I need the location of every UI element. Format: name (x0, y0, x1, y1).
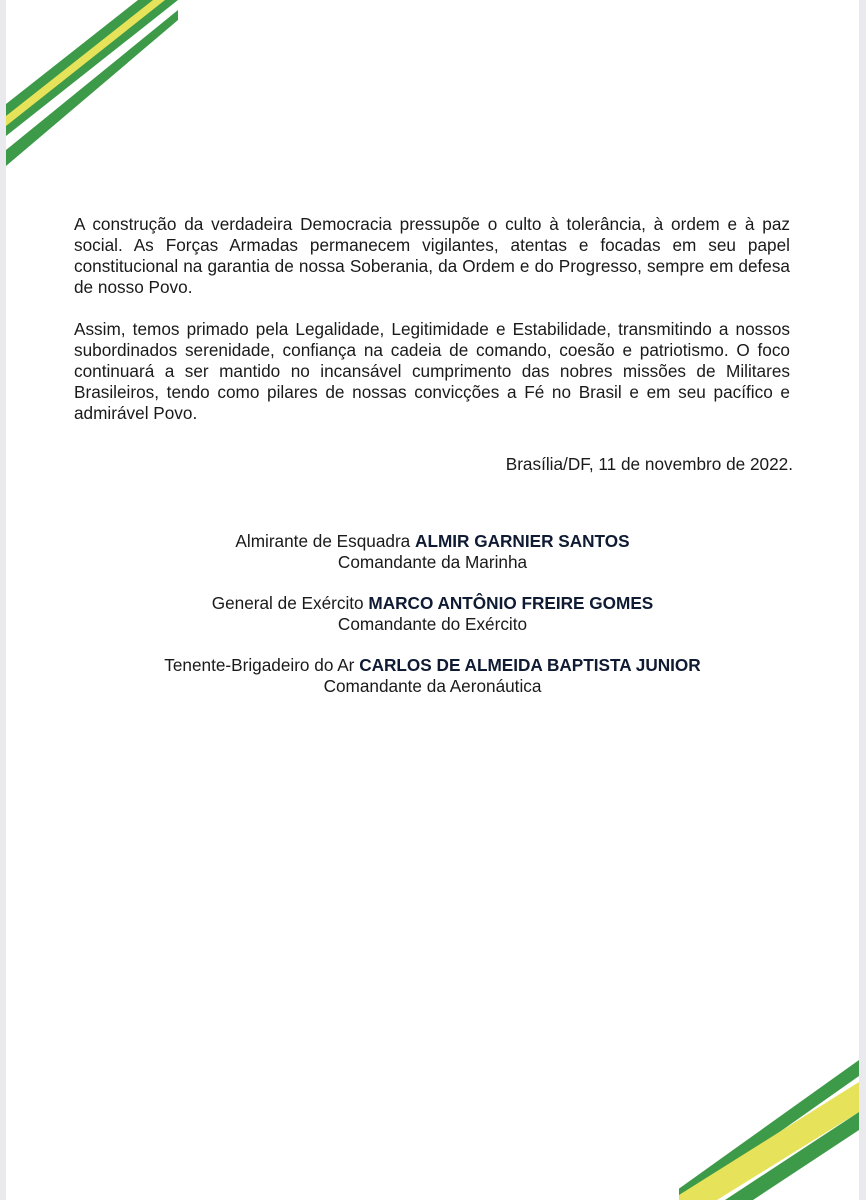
flag-stripe-top-left (6, 0, 186, 180)
letter-body (74, 214, 790, 445)
signatory-title: Comandante da Aeronáutica (323, 676, 542, 696)
signatory-army (6, 593, 859, 635)
signatory-rank-line (6, 531, 859, 552)
signatory-navy (6, 531, 859, 573)
paragraph-2: Assim, temos primado pela Legalidade, Legitimidade e Estabilidade, transmitindo a nossos subordinados serenidade, confiança na cadeia de comando, coesão e patriotismo. O foco continuará a ser mantido no incansável cumprimento das nobres missões de Militares Brasileiros, tendo como pilares de nossas convicções a Fé no Brasil e em seu pacífico e admirável Povo. (74, 319, 790, 423)
signatory-name: ALMIR GARNIER SANTOS (415, 531, 630, 551)
signatory-rank: Almirante de Esquadra (235, 531, 411, 551)
signatory-air-force (6, 655, 859, 697)
signatory-title: Comandante do Exército (337, 614, 528, 634)
signatory-rank: Tenente-Brigadeiro do Ar (164, 655, 355, 675)
date-line: Brasília/DF, 11 de novembro de 2022. (505, 454, 793, 474)
signatory-rank-line (6, 593, 859, 614)
flag-stripe-bottom-right (679, 1020, 859, 1200)
signatory-name: MARCO ANTÔNIO FREIRE GOMES (368, 593, 654, 613)
paragraph-1: A construção da verdadeira Democracia pressupõe o culto à tolerância, à ordem e à paz social. As Forças Armadas permanecem vigilantes, atentas e focadas em seu papel constitucional na garantia de nossa Soberania, da Ordem e do Progresso, sempre em defesa de nosso Povo. (74, 214, 790, 297)
signatory-rank: General de Exército (211, 593, 364, 613)
signatory-name: CARLOS DE ALMEIDA BAPTISTA JUNIOR (359, 655, 701, 675)
document-page (6, 0, 859, 1200)
signatory-rank-line (6, 655, 859, 676)
signatory-title: Comandante da Marinha (337, 552, 528, 572)
